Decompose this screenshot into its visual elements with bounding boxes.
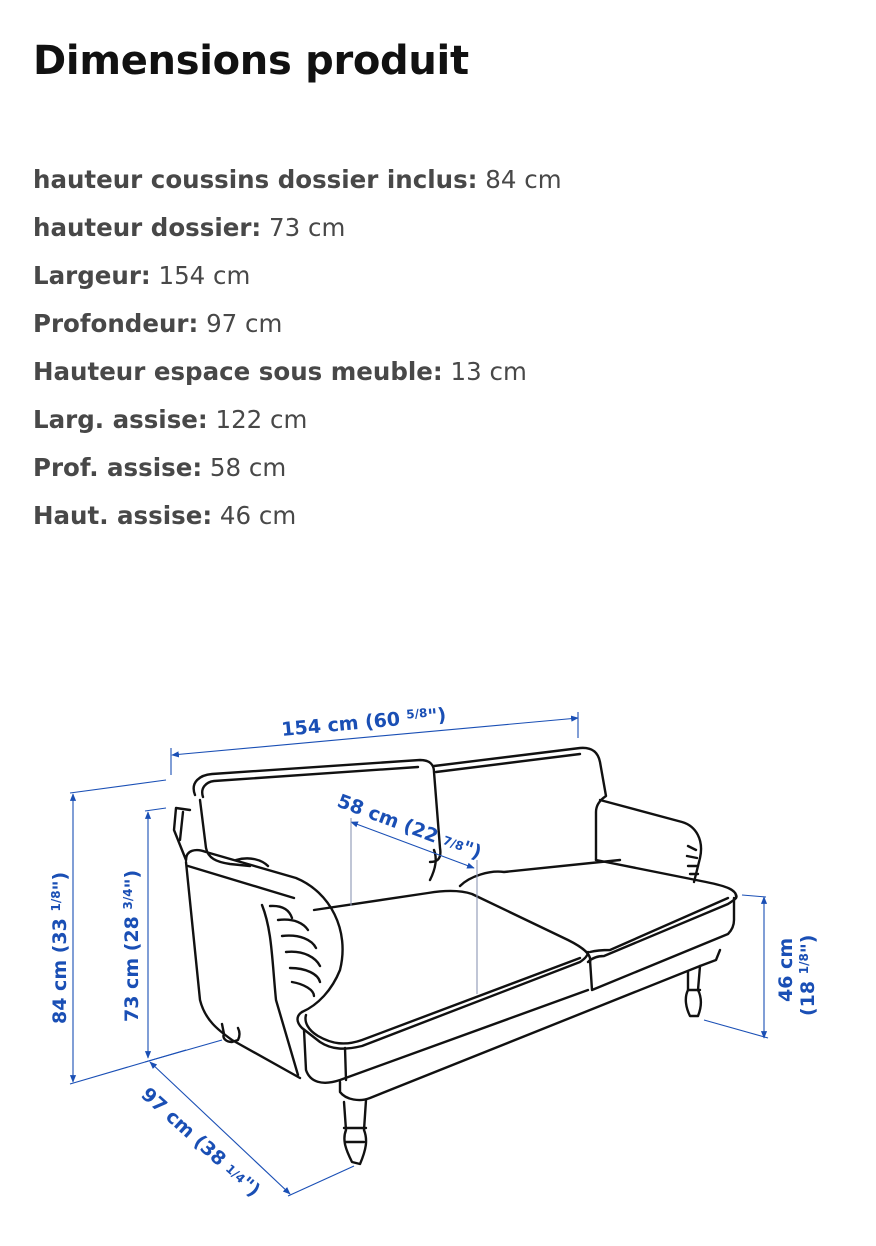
spec-row-width <box>33 256 562 304</box>
back-height-dimension-label: 73 cm (28 $^{3/4}$") <box>121 869 143 1022</box>
spec-row-seat-height <box>33 496 562 544</box>
spec-row-depth <box>33 304 562 352</box>
spec-value: 46 cm <box>212 501 297 530</box>
seat-height-cm-label: 46 cm <box>775 937 797 1002</box>
seat-depth-dimension-label: 58 cm (22 7/8") <box>334 790 485 864</box>
sofa-dimension-diagram <box>0 690 876 1230</box>
dimension-spec-list <box>33 160 562 544</box>
spec-value: 84 cm <box>477 165 562 194</box>
spec-row-back-height <box>33 208 562 256</box>
depth-dimension-label: 97 cm (38 1/4") <box>136 1083 265 1202</box>
spec-value: 154 cm <box>150 261 251 290</box>
spec-value: 13 cm <box>442 357 527 386</box>
width-dimension-label: 154 cm (60 $^{5/8}$") <box>280 704 448 741</box>
spec-value: 73 cm <box>261 213 346 242</box>
seat-height-inch-label: (18 $^{1/8}$") <box>797 934 819 1016</box>
spec-label: Prof. assise: <box>33 453 203 482</box>
total-height-dimension-label: 84 cm (33 $^{1/8}$") <box>49 871 71 1024</box>
spec-label: Hauteur espace sous meuble: <box>33 357 443 386</box>
spec-label: hauteur dossier: <box>33 213 262 242</box>
spec-label: Largeur: <box>33 261 151 290</box>
spec-row-under-clearance <box>33 352 562 400</box>
spec-label: Larg. assise: <box>33 405 208 434</box>
page-title: Dimensions produit <box>33 38 469 84</box>
spec-value: 122 cm <box>207 405 308 434</box>
spec-row-seat-width <box>33 400 562 448</box>
spec-value: 58 cm <box>202 453 287 482</box>
spec-row-seat-depth <box>33 448 562 496</box>
spec-label: hauteur coussins dossier inclus: <box>33 165 478 194</box>
spec-row-back-cushion-height <box>33 160 562 208</box>
spec-value: 97 cm <box>198 309 283 338</box>
sofa-illustration <box>0 690 876 1230</box>
spec-label: Haut. assise: <box>33 501 213 530</box>
spec-label: Profondeur: <box>33 309 199 338</box>
sofa-drawing <box>174 748 737 1164</box>
